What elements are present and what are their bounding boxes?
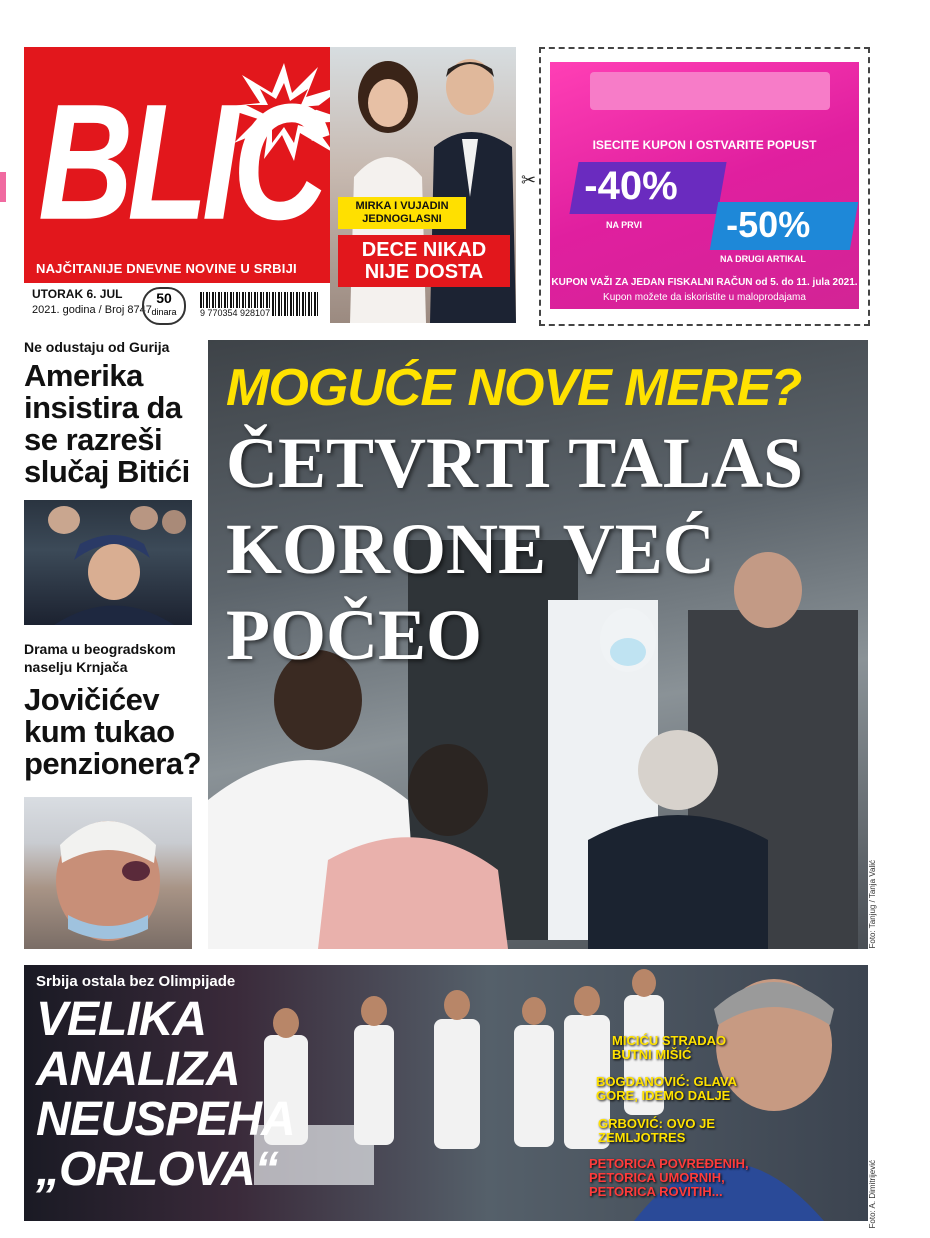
price-value: 50 (156, 290, 172, 306)
story1-kicker: Ne odustaju od Gurija (24, 339, 170, 355)
coupon-ad[interactable] (539, 47, 870, 326)
bottom-subhead-2[interactable]: BOGDANOVIĆ: GLAVA GORE, IDEMO DALJE (596, 1074, 737, 1103)
story2-photo[interactable] (24, 797, 192, 949)
bottom-subhead-4[interactable]: PETORICA POVREĐENIH, PETORICA UMORNIH, PETORICA ROVITIH... (589, 1156, 749, 1199)
price-badge (142, 287, 186, 325)
main-headline[interactable]: ČETVRTI TALAS KORONE VEĆ POČEO (226, 423, 803, 675)
issue-date: UTORAK 6. JUL (32, 287, 123, 301)
officer-figure (24, 500, 192, 625)
issue-number: 2021. godina / Broj 8747 (32, 304, 152, 316)
masthead (24, 47, 356, 283)
story1-photo[interactable] (24, 500, 192, 625)
bottom-subhead-1[interactable]: MICIĆU STRADAO BUTNI MIŠIĆ (612, 1033, 727, 1062)
story1-headline[interactable]: Amerika insistira da se razreši slučaj Bitići (24, 358, 190, 489)
tagline: NAJČITANIJE DNEVNE NOVINE U SRBIJI (36, 261, 297, 276)
scissors-icon: ✂ (521, 170, 537, 190)
celebrity-photo[interactable] (330, 47, 516, 323)
coupon-validity: KUPON VAŽI ZA JEDAN FISKALNI RAČUN od 5. do 11. jula 2021. (551, 277, 858, 288)
discount-first (569, 162, 726, 214)
coupon-panel (550, 62, 859, 309)
celebrity-caption-small: MIRKA I VUJADIN JEDNOGLASNI (338, 197, 466, 229)
celebrity-caption-large: DECE NIKAD NIJE DOSTA (338, 235, 510, 287)
main-kicker: MOGUĆE NOVE MERE? (226, 359, 802, 417)
story2-kicker: Drama u beogradskom naselju Krnjača (24, 641, 176, 675)
logo[interactable]: BLIC (38, 70, 322, 254)
discount-first-value: -40% (584, 164, 678, 208)
coupon-headline: ISECITE KUPON I OSTVARITE POPUST (592, 138, 817, 152)
coupon-note: Kupon možete da iskoristite u maloprodajama (603, 292, 806, 303)
bottom-headline[interactable]: VELIKA ANALIZA NEUSPEHA „ORLOVA“ (36, 993, 293, 1196)
bottom-kicker: Srbija ostala bez Olimpijade (36, 973, 236, 990)
discount-first-label: NA PRVI (606, 220, 643, 230)
discount-second (710, 202, 858, 250)
story2-headline[interactable]: Jovičićev kum tukao penzionera? (24, 682, 202, 781)
bottom-photo-credit: Foto: A. Dimitrijević (868, 1160, 877, 1229)
pensioner-figure (24, 797, 192, 949)
price-unit: dinara (151, 307, 177, 317)
discount-second-value: -50% (726, 204, 811, 245)
barcode-number: 9 770354 928107 (200, 308, 271, 318)
edge-tab (0, 172, 6, 202)
main-photo-credit: Foto: Tanjug / Tanja Valić (868, 860, 877, 949)
bottom-subhead-3[interactable]: GRBOVIĆ: OVO JE ZEMLJOTRES (598, 1116, 716, 1145)
discount-second-label: NA DRUGI ARTIKAL (720, 254, 806, 264)
blurred-brand (590, 72, 830, 110)
